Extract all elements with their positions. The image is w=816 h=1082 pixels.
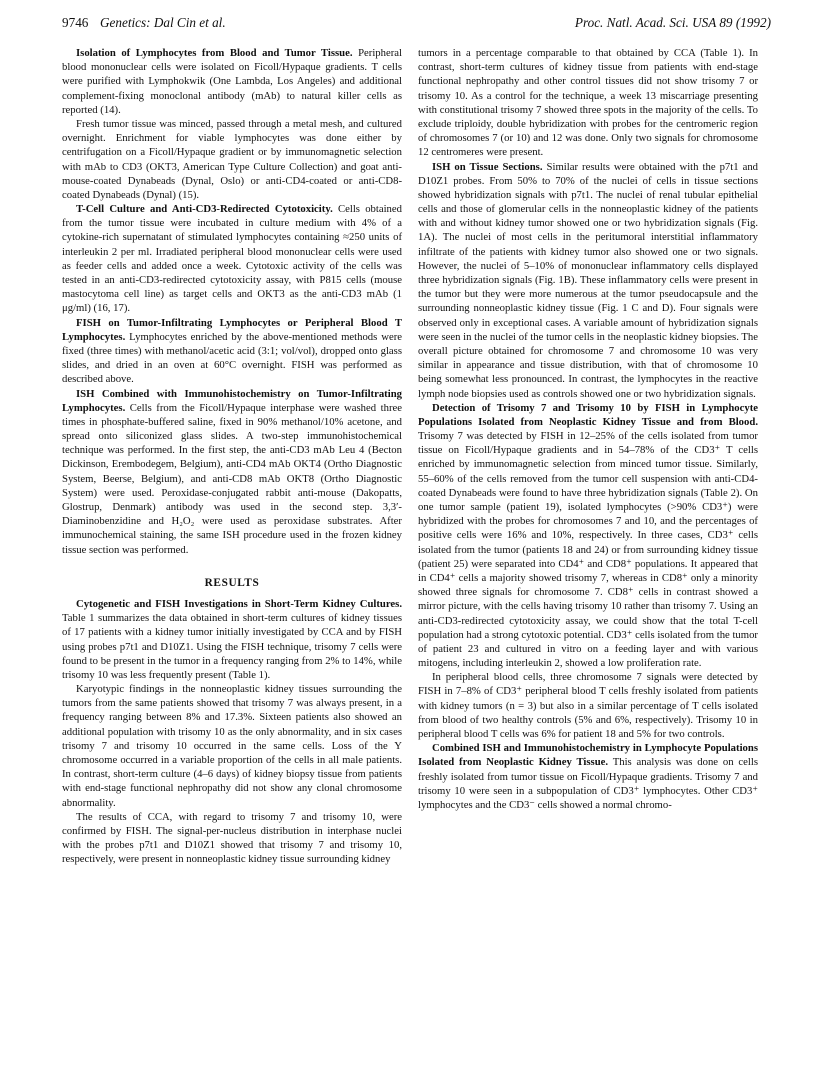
paragraph-text: In peripheral blood cells, three chromosome 7 signals were detected by FISH in 7–8% of CD3⁺ peripheral blood T cells freshly isolated from patients with kidney tumors (n = 3) but also in a similar percentage of T cells isolated from blood of two healthy controls (5% and 6%, respectively). Trisomy 10 in peripheral blood T cells was 6% for patient 18 and 5% for two controls.: [418, 671, 758, 740]
page-number: 9746: [62, 15, 89, 30]
paragraph-text: Trisomy 7 was detected by FISH in 12–25% of the cells isolated from tumor tissue on Ficoll/Hypaque gradients and in 54–78% of the CD3⁺ T cells enriched by immunomagnetic selection from minced tumor tissue. Similarly, 55–60% of the cells removed from the tumor cell suspension with anti-CD4-coated Dynabeads were found to have three hybridization signals (Table 2). On one tumor sample (patient 19), isolated lymphocytes (>90% CD3⁺) were hybridized with the probes for chromosomes 7 and 10, and the percentages of positive cells were 16% and 10%, respectively. In three cases, CD3⁺ cells isolated from the tumor (patients 18 and 24) or from surrounding kidney tissue (patient 25) were separated into CD4⁺ and CD8⁺ populations. It appeared that in CD4⁺ cells a majority showed trisomy 7, whereas in CD8⁺ only a minority showed three signals for chromosome 7. CD8⁺ cells in contrast showed a mirror picture, with the cells having trisomy 10 rather than trisomy 7. Using an anti-CD3-redirected cytotoxicity assay, we could show that the total T-cell population had a strong cytotoxic potential. CD3⁺ cells isolated from the tumor of patient 23 and cultured in vitro on a feeding layer and with various mitogens, including interleukin 2, showed a low proliferation rate.: [418, 430, 758, 670]
citation: Proc. Natl. Acad. Sci. USA 89 (1992): [574, 15, 771, 30]
paragraph-text: tumors in a percentage comparable to that obtained by CCA (Table 1). In contrast, short-term cultures of kidney tissue from patients with end-stage functional nephropathy and other control tissues did not show trisomy 7 or trisomy 10. As a control for the technique, a week 13 miscarriage presenting with constitutional trisomy 7 showed three spots in the majority of the cells. To exclude triploidy, double hybridization with probes for the centromeric region of chromosomes 7 (or 10) and 12 was done. Only two signals for chromosome 12 centromeres were present.: [418, 47, 758, 159]
paragraph-text: The results of CCA, with regard to trisomy 7 and trisomy 10, were confirmed by FISH. The signal-per-nucleus distribution in interphase nuclei with the probes p7t1 and D10Z1 showed that trisomy 7 and trisomy 10, respectively, were present in nonneoplastic kidney tissue surrounding kidney: [62, 810, 402, 866]
paragraph-text: Peripheral blood mononuclear cells were isolated on Ficoll/Hypaque gradients. T cells were purified with Lymphokwik (One Lambda, Los Angeles) and additional complement-fixing monoclonal antibody (mAb) to natural killer cells as reported (14).: [62, 47, 402, 116]
section-heading-results: RESULTS: [204, 576, 260, 589]
run-in-heading: ISH Combined with Immunohistochemistry on Tumor-Infiltrating Lymphocytes.: [62, 387, 402, 414]
paragraph-text: Table 1 summarizes the data obtained in short-term cultures of kidney tissues of 17 patients with a kidney tumor initially investigated by CCA and by FISH using probes p7t1 and D10Z1. Using the FISH technique, trisomy 7 cells were found to be present in the tumor in a frequency ranging from 2% to 14%, while trisomy 10 was less frequently present (Table 1).: [62, 612, 402, 681]
run-in-heading: Combined ISH and Immunohistochemistry in Lymphocyte Populations Isolated from Neoplastic Kidney Tissue.: [418, 742, 758, 769]
paragraph-text: Cells obtained from the tumor tissue were incubated in culture medium with 4% of a cytokine-rich supernatant of stimulated lymphocytes containing ≈250 units of interleukin 2 per ml. Irradiated peripheral blood mononuclear cells were used as feeder cells and added once a week. Cytotoxic activity of the cells was tested in an anti-CD3-redirected cytotoxicity assay, with P815 cells (mouse mastocytoma cell line) as target cells and OKT3 as the anti-CD3 mAb (1 μg/ml) (16, 17).: [62, 203, 402, 315]
paragraph: [62, 316, 402, 387]
run-in-heading: Detection of Trisomy 7 and Trisomy 10 by FISH in Lymphocyte Populations Isolated from Neoplastic Kidney Tissue and from Blood.: [418, 401, 758, 428]
paragraph: [62, 597, 402, 682]
paragraph-text: Karyotypic findings in the nonneoplastic kidney tissues surrounding the tumors from the same patients showed that trisomy 7 was always present, in a frequency ranging between 8% and 17.3%. Sixteen patients also showed an additional population with trisomy 10 as the only abnormality, and in six cases trisomy 7 and trisomy 10 occurred in the same cells. Loss of the Y chromosome occurred in a variable proportion of the cells in all male patients. In contrast, short-term culture (4–6 days) of kidney biopsy tissue from patients with end-stage functional nephropathy did not show any clonal chromosome abnormality.: [62, 683, 402, 809]
run-in-heading: ISH on Tissue Sections.: [432, 160, 543, 173]
paragraph: [62, 117, 402, 202]
right-column: [418, 46, 758, 812]
paragraph: [418, 46, 758, 160]
left-column: [62, 46, 402, 867]
paragraph-text: This analysis was done on cells freshly isolated from tumor tissue on Ficoll/Hypaque gradients. Trisomy 7 and trisomy 10 were seen in a subpopulation of CD3⁺ lymphocytes. Other CD3⁺ lymphocytes and the CD3⁻ cells showed a normal chromo-: [418, 756, 758, 811]
page-header: [62, 15, 771, 33]
paragraph: [62, 682, 402, 810]
run-in-heading: FISH on Tumor-Infiltrating Lymphocytes or Peripheral Blood T Lymphocytes.: [62, 316, 402, 343]
paragraph: [62, 202, 402, 316]
paragraph: [418, 160, 758, 401]
journal-section: Genetics: Dal Cin et al.: [100, 15, 226, 30]
paragraph-text: Lymphocytes enriched by the above-mentioned methods were fixed (three times) with methanol/acetic acid (3:1; vol/vol), dropped onto glass slides, and dried in an oven at 60°C overnight. FISH was performed as described above.: [62, 330, 402, 386]
paragraph-text: Fresh tumor tissue was minced, passed through a metal mesh, and cultured overnight. Enrichment for viable lymphocytes was done either by centrifugation on a Ficoll/Hypaque gradient or by immunomagnetic selection with mAb to CD3 (OKT3, American Type Culture Collection) and goat anti-mouse-coated Dynabeads (Dynal, Oslo) or anti-CD4-coated or anti-CD8-coated Dynabeads (Dynal) (15).: [62, 117, 402, 201]
run-in-heading: T-Cell Culture and Anti-CD3-Redirected Cytotoxicity.: [76, 203, 333, 216]
paragraph-text: Cells from the Ficoll/Hypaque interphase were washed three times in phosphate-buffered saline, fixed in 90% methanol/10% acetone, and spread onto siliconized glass slides. A two-step immunohistochemical technique was performed. In the first step, the anti-CD3 mAb Leu 4 (Becton Dickinson, Erembodegem, Belgium), anti-CD4 mAb OKT4 (Ortho Diagnostic System, Beerse, Belgium), and anti-CD8 mAb OKT8 (Ortho Diagnostic System) were used. Peroxidase-conjugated rabbit anti-mouse (Dakopatts, Glostrup, Denmark) antibody was used in the second step. 3,3′-Diaminobenzidine and H₂O₂ were used as peroxidase substrates. After immunochemical staining, the same ISH procedure used in the frozen kidney tissue section was performed.: [62, 401, 402, 556]
paragraph: [418, 741, 758, 812]
paragraph-text: Similar results were obtained with the p7t1 and D10Z1 probes. From 50% to 70% of the nuclei of cells in tissue sections showed hybridization signals with p7t1. The nuclei of renal tubular epithelial cells and those of glomerular cells in the nonneoplastic kidney of the patients with and without kidney tumor showed one or two hybridization signals (Fig. 1A). The nuclei of most cells in the peritumoral interstitial inflammatory infiltrate of the patients with kidney tumor also showed one or two signals. However, the nuclei of 5–10% of mononuclear inflammatory cells displayed three hybridization signals (Fig. 1B). These inflammatory cells were present in the tumor but they were more numerous at the tumor pseudocapsule and the surrounding nonneoplastic kidney tissue (Fig. 1 C and D). Four signals were observed only in exceptional cases. A variable amount of hybridization signals were seen in the nuclei of the tumor cells in the neoplastic kidney biopsies. The overall picture obtained for chromosome 7 and chromosome 10 was very similar in appearance and tissue distribution, with that of chromosome 10 being somewhat less pronounced. In contrast, the lymphocytes in the reactive lymph node biopsies used as controls showed one or two hybridization signals.: [418, 160, 759, 400]
paragraph: [418, 670, 758, 741]
paragraph: [62, 810, 402, 867]
run-in-heading: Isolation of Lymphocytes from Blood and Tumor Tissue.: [76, 47, 353, 59]
paragraph: [62, 46, 402, 117]
run-in-heading: Cytogenetic and FISH Investigations in Short-Term Kidney Cultures.: [76, 597, 402, 610]
paragraph: [62, 387, 402, 557]
paragraph: [418, 401, 758, 671]
